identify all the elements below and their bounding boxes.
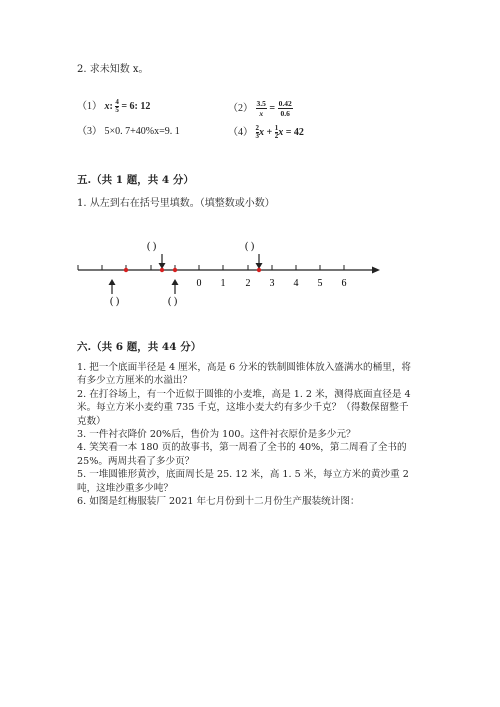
- tick-label-2: 2: [245, 278, 251, 289]
- down-arrow-icon: [159, 254, 166, 269]
- question-line: 2. 在打谷场上，有一个近似于圆锥的小麦堆，高是 1. 2 米，测得底面直径是 4: [77, 388, 411, 400]
- equation-4: （4） $\frac{2}{3}$ x + $\frac{1}{2}$ x = 42: [228, 124, 304, 140]
- question-line: 有多少立方厘米的水溢出？: [77, 375, 193, 387]
- equation-2: （2） $\frac{3.5}{x}$ = $\frac{0.42}{0.6}$: [228, 99, 292, 118]
- blank-top-2: ( ): [245, 241, 255, 252]
- equation-3-number: （3）: [77, 126, 102, 137]
- blank-top-1: ( ): [147, 241, 157, 252]
- question-line: 克数）: [77, 415, 106, 427]
- question-line: 米。每立方米小麦约重 735 千克，这堆小麦大约有多少千克？（得数保留整千: [77, 402, 409, 414]
- down-arrow-icon: [256, 254, 263, 269]
- question-line: 6. 如图是红梅服装厂 2021 年七月份到十二月份生产服装统计图：: [77, 496, 360, 508]
- question-line: 1. 把一个底面半径是 4 厘米，高是 6 分米的铁制圆锥体放入盛满水的桶里，将: [77, 362, 412, 373]
- question-line: 3. 一件衬衣降价 20%后，售价为 100。这件衬衣原价是多少元？: [77, 429, 356, 441]
- question-2-title: 2. 求未知数 x。: [77, 64, 149, 75]
- red-point: [160, 268, 164, 272]
- tick-label-0: 0: [196, 278, 202, 289]
- up-arrow-icon: [172, 279, 179, 294]
- up-arrow-icon: [109, 279, 116, 294]
- blank-bottom-2: ( ): [168, 296, 178, 307]
- question-line: 25%。两周共看了多少页？: [77, 455, 195, 467]
- red-point: [173, 268, 177, 272]
- equation-1: （1） x: $\frac{4}{5}$ = 6: 12: [77, 98, 151, 114]
- equation-1-number: （1）: [77, 100, 102, 112]
- tick-label-1: 1: [220, 278, 226, 289]
- question-line: 5. 一堆圆锥形黄沙，底面周长是 25. 12 米，高 1. 5 米，每立方米的黄沙重 2: [77, 469, 409, 481]
- question-line: 吨，这堆沙重多少吨？: [77, 482, 173, 494]
- question-line: 4. 笑笑看一本 180 页的故事书，第一周看了全书的 40%，第二周看了全书的: [77, 442, 407, 454]
- equation-3: （3） 5×0. 7+40%x=9. 1: [77, 126, 180, 137]
- axis-arrowhead-icon: [372, 267, 380, 274]
- equation-4-number: （4）: [228, 126, 253, 138]
- red-point: [124, 268, 128, 272]
- tick-label-4: 4: [293, 278, 299, 289]
- tick-label-5: 5: [317, 278, 323, 289]
- red-point: [257, 268, 261, 272]
- section-6-questions: [77, 361, 437, 508]
- tick-label-3: 3: [269, 278, 275, 289]
- number-line-figure: [70, 232, 390, 314]
- blank-bottom-1: ( ): [110, 296, 120, 307]
- equation-2-number: （2）: [228, 102, 253, 114]
- section-5-question-1: 1. 从左到右在括号里填数。（填整数或小数）: [77, 198, 275, 209]
- section-5-heading: 五.（共 1 题，共 4 分）: [77, 174, 194, 186]
- section-6-heading: 六.（共 6 题，共 44 分）: [77, 341, 202, 353]
- tick-marks: [78, 265, 344, 270]
- tick-label-6: 6: [341, 278, 347, 289]
